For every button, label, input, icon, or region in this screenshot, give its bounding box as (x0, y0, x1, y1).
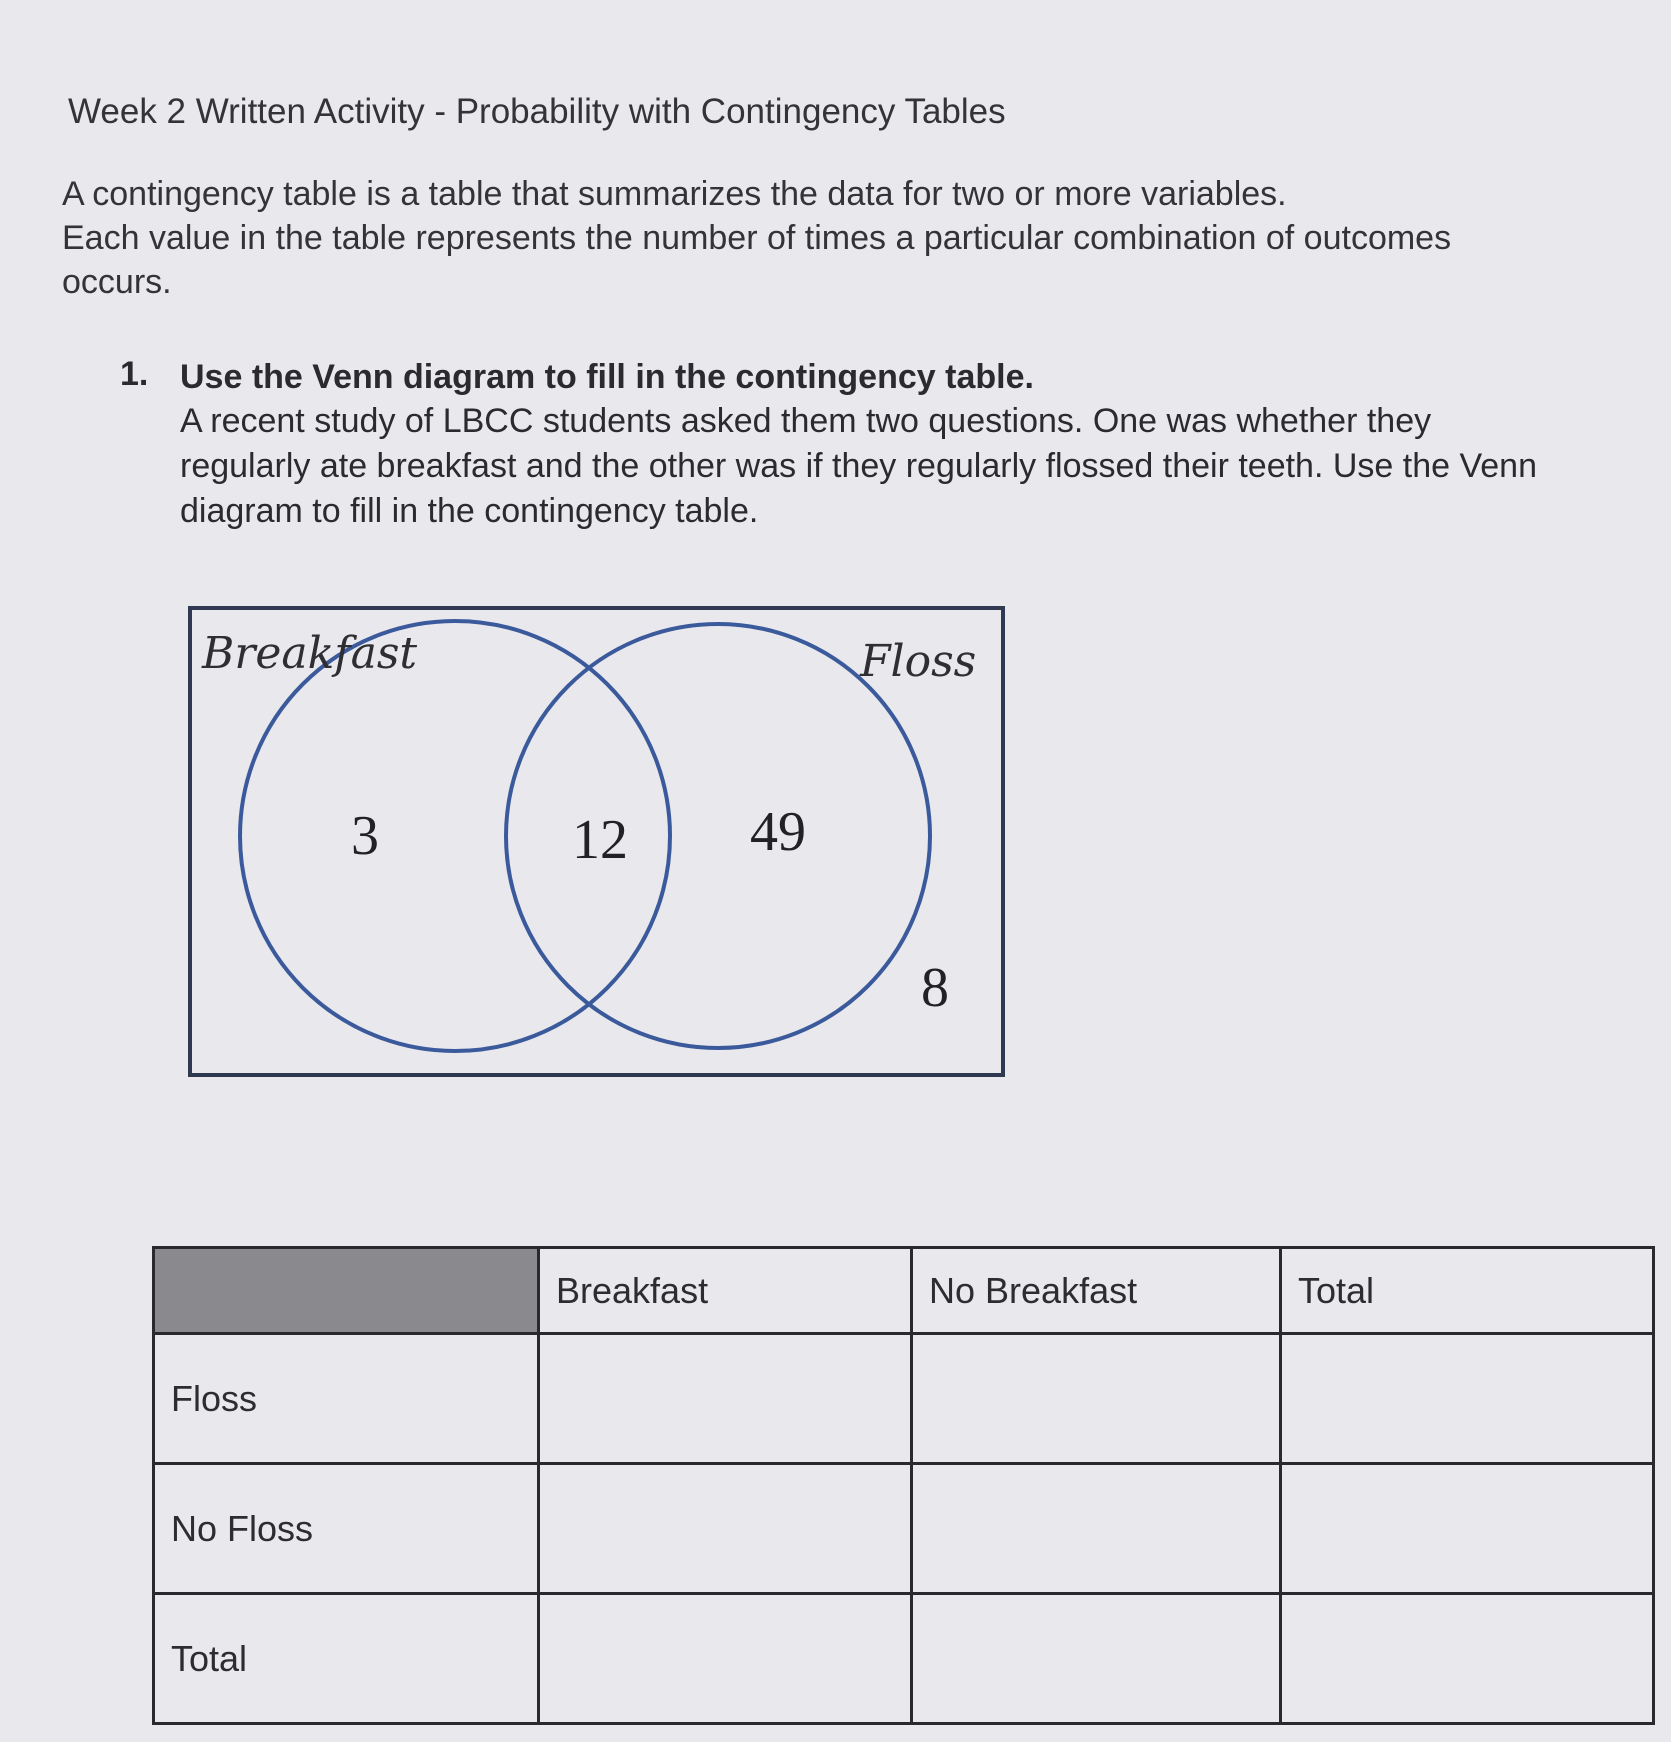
venn-value-breakfast-only: 3 (351, 805, 379, 867)
table-row (154, 1594, 1654, 1724)
row-header-total: Total (154, 1594, 539, 1724)
row-header-floss: Floss (154, 1334, 539, 1464)
table-row (154, 1334, 1654, 1464)
cell-no-floss-breakfast[interactable] (539, 1464, 912, 1594)
row-header-no-floss: No Floss (154, 1464, 539, 1594)
cell-floss-breakfast[interactable] (539, 1334, 912, 1464)
venn-value-floss-only: 49 (750, 801, 806, 863)
table-row (154, 1464, 1654, 1594)
venn-circle-floss (506, 624, 930, 1048)
cell-total-no-breakfast[interactable] (912, 1594, 1281, 1724)
cell-no-floss-no-breakfast[interactable] (912, 1464, 1281, 1594)
question-text: A recent study of LBCC students asked them two questions. One was whether they regularly ate breakfast and the other was if they regularly flossed their teeth. Use the Venn diagram to fill in the contingency table. (180, 402, 1537, 530)
col-header-total: Total (1281, 1248, 1654, 1334)
cell-floss-total[interactable] (1281, 1334, 1654, 1464)
venn-value-both: 12 (572, 809, 628, 871)
col-header-breakfast: Breakfast (539, 1248, 912, 1334)
page-title: Week 2 Written Activity - Probability with Contingency Tables (68, 92, 1006, 131)
intro-paragraph (62, 172, 1562, 304)
venn-value-neither: 8 (921, 957, 949, 1019)
venn-diagram (188, 606, 1005, 1077)
table-corner-cell (154, 1248, 539, 1334)
intro-line-2: Each value in the table represents the number of times a particular combination of outcomes occurs. (62, 219, 1452, 301)
question-heading: Use the Venn diagram to fill in the contingency table. (180, 358, 1034, 396)
question-number: 1. (120, 355, 149, 393)
col-header-no-breakfast: No Breakfast (912, 1248, 1281, 1334)
cell-total-breakfast[interactable] (539, 1594, 912, 1724)
venn-svg (188, 606, 1005, 1077)
cell-grand-total[interactable] (1281, 1594, 1654, 1724)
intro-line-1: A contingency table is a table that summarizes the data for two or more variables. (62, 175, 1287, 213)
cell-floss-no-breakfast[interactable] (912, 1334, 1281, 1464)
contingency-table (152, 1246, 1655, 1725)
venn-label-breakfast: Breakfast (202, 628, 418, 679)
table-header-row (154, 1248, 1654, 1334)
venn-label-floss: Floss (860, 636, 977, 687)
cell-no-floss-total[interactable] (1281, 1464, 1654, 1594)
question-body (180, 355, 1550, 534)
